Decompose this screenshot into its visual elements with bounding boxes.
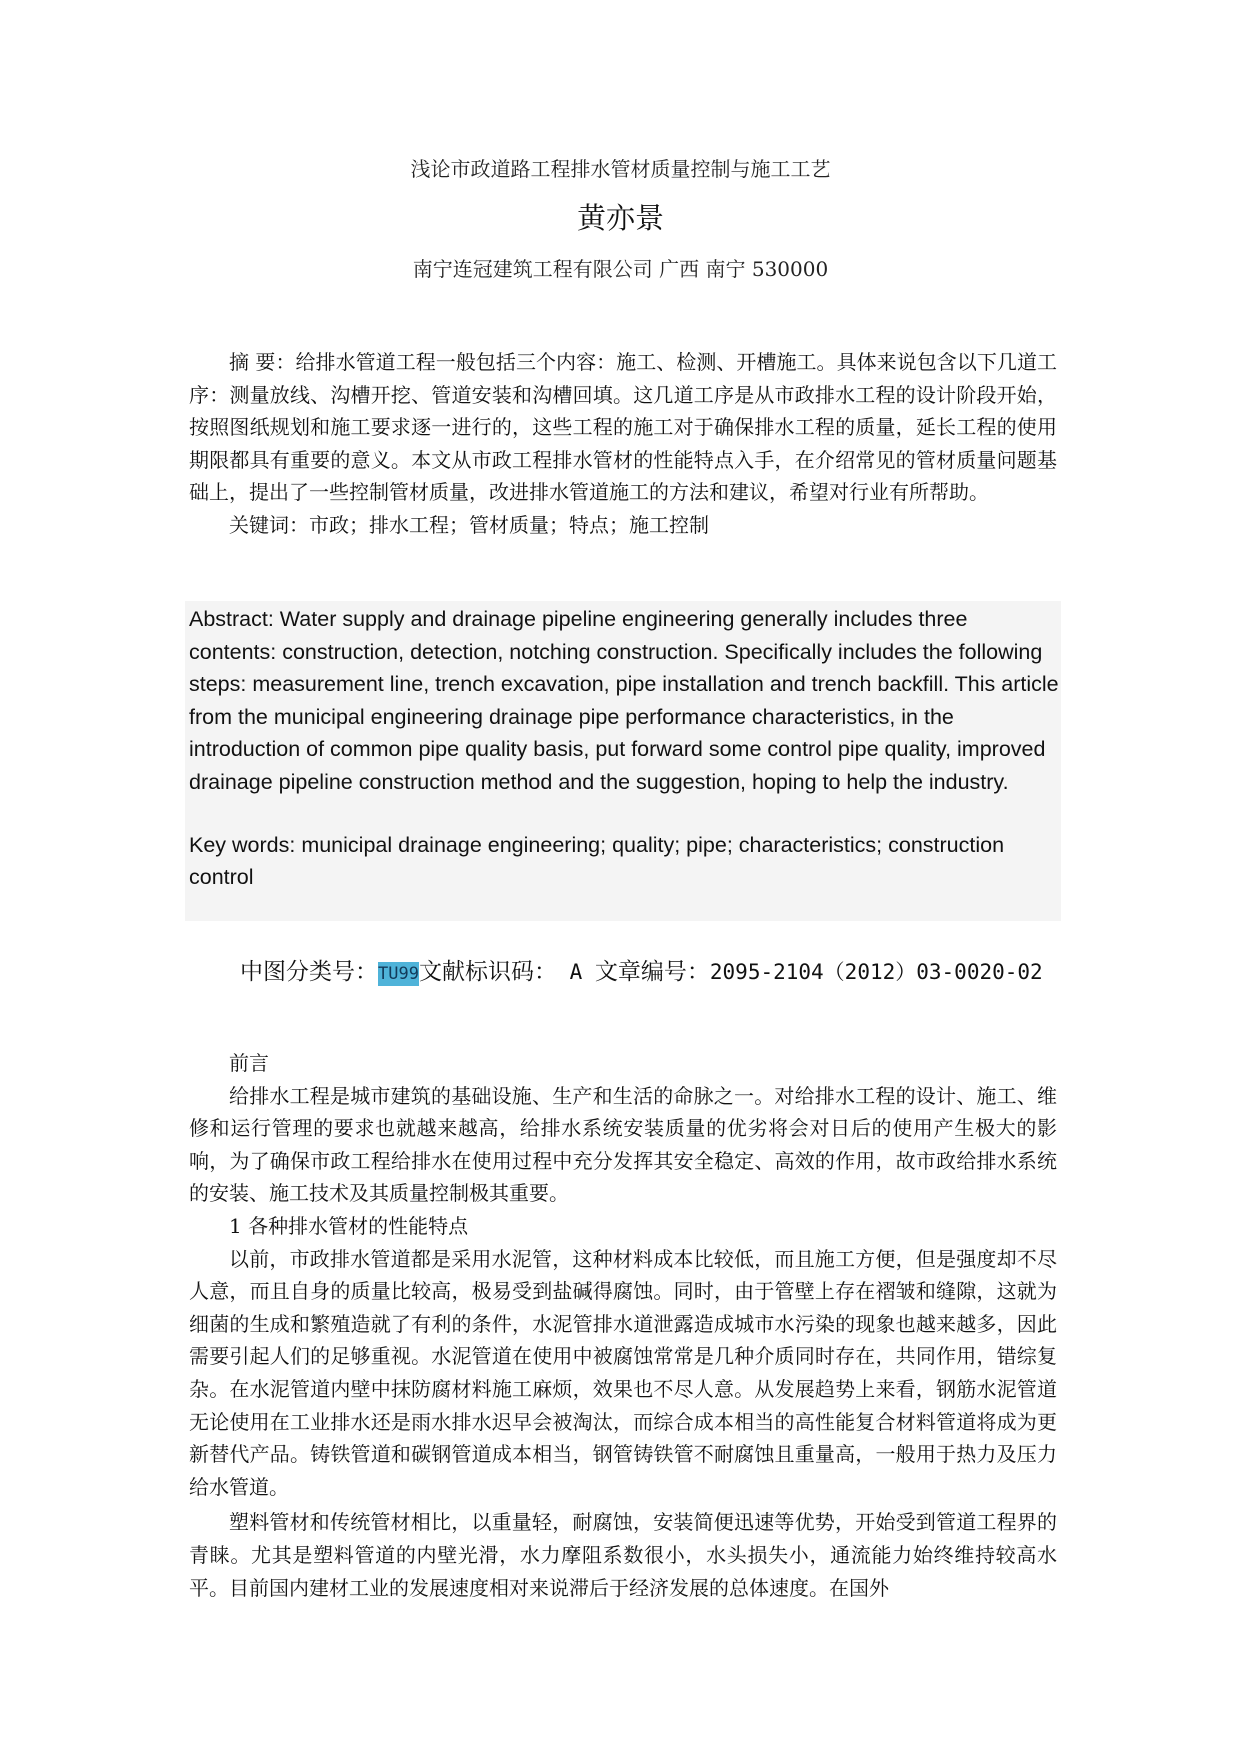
- section-1-paragraph-2: 塑料管材和传统管材相比，以重量轻，耐腐蚀，安装简便迅速等优势，开始受到管道工程界的青睐。尤其是塑料管道的内壁光滑，水力摩阻系数很小，水头损失小，通流能力始终维持较高水平。目前国内建材工业的发展速度相对来说滞后于经济发展的总体速度。在国外: [189, 1510, 1057, 1600]
- article-number-label: 文章编号：: [594, 959, 710, 985]
- section-1-paragraph-1: 以前，市政排水管道都是采用水泥管，这种材料成本比较低，而且施工方便，但是强度却不尽人意，而且自身的质量比较高，极易受到盐碱得腐蚀。同时，由于管壁上存在褶皱和缝隙，这就为细菌的生成和繁殖造就了有利的条件，水泥管排水道泄露造成城市水污染的现象也越来越多，因此需要引起人们的足够重视。水泥管道在使用中被腐蚀常常是几种介质同时存在，共同作用，错综复杂。在水泥管道内壁中抹防腐材料施工麻烦，效果也不尽人意。从发展趋势上来看，钢筋水泥管道无论使用在工业排水还是雨水排水迟早会被淘汰，而综合成本相当的高性能复合材料管道将成为更新替代产品。铸铁管道和碳钢管道成本相当，钢管铸铁管不耐腐蚀且重量高，一般用于热力及压力给水管道。: [189, 1246, 1057, 1499]
- classification-line: [240, 953, 1100, 986]
- author-name: 黄亦景: [576, 201, 664, 235]
- author-affiliation: 南宁连冠建筑工程有限公司 广西 南宁 530000: [412, 257, 829, 281]
- english-abstract: [189, 603, 1059, 894]
- body-text: [189, 1047, 1057, 1604]
- preface-paragraph: 给排水工程是城市建筑的基础设施、生产和生活的命脉之一。对给排水工程的设计、施工、维修和运行管理的要求也就越来越高，给排水系统安装质量的优劣将会对日后的使用产生极大的影响，为了确保市政工程给排水在使用过程中充分发挥其安全稳定、高效的作用，故市政给排水系统的安装、施工技术及其质量控制极其重要。: [189, 1083, 1057, 1206]
- doc-code-label: 文献标识码：: [418, 959, 557, 985]
- chinese-abstract: [189, 346, 1057, 542]
- paper-title: 浅论市政道路工程排水管材质量控制与施工工艺: [410, 157, 831, 181]
- article-number: 2095-2104（2012）03-0020-02: [709, 960, 1043, 984]
- keywords-cn: 关键词：市政；排水工程；管材质量；特点；施工控制: [229, 512, 709, 537]
- keywords-en: Key words: municipal drainage engineering; quality; pipe; characteristics; construction control: [189, 832, 1005, 890]
- clc-code: TU99: [378, 964, 419, 984]
- section-1-heading: 1 各种排水管材的性能特点: [229, 1213, 469, 1238]
- clc-label: 中图分类号：: [240, 959, 378, 985]
- doc-code: A: [556, 960, 595, 984]
- preface-heading: 前言: [229, 1051, 269, 1075]
- abstract-cn-text: 摘 要：给排水管道工程一般包括三个内容：施工、检测、开槽施工。具体来说包含以下几道工序：测量放线、沟槽开挖、管道安装和沟槽回填。这几道工序是从市政排水工程的设计阶段开始，按照图纸规划和施工要求逐一进行的，这些工程的施工对于确保排水工程的质量，延长工程的使用期限都具有重要的意义。本文从市政工程排水管材的性能特点入手，在介绍常见的管材质量问题基础上，提出了一些控制管材质量，改进排水管道施工的方法和建议，希望对行业有所帮助。: [189, 350, 1057, 505]
- abstract-en-text: Abstract: Water supply and drainage pipeline engineering generally includes three contents: construction, detection, notching construction. Specifically includes the following steps: measurement line, trench excavation, pipe installation and trench backfill. This article from the municipal engineering drainage pipe performance characteristics, in the introduction of common pipe quality basis, put forward some control pipe quality, improved drainage pipeline construction method and the suggestion, hoping to help the industry.: [189, 607, 1059, 794]
